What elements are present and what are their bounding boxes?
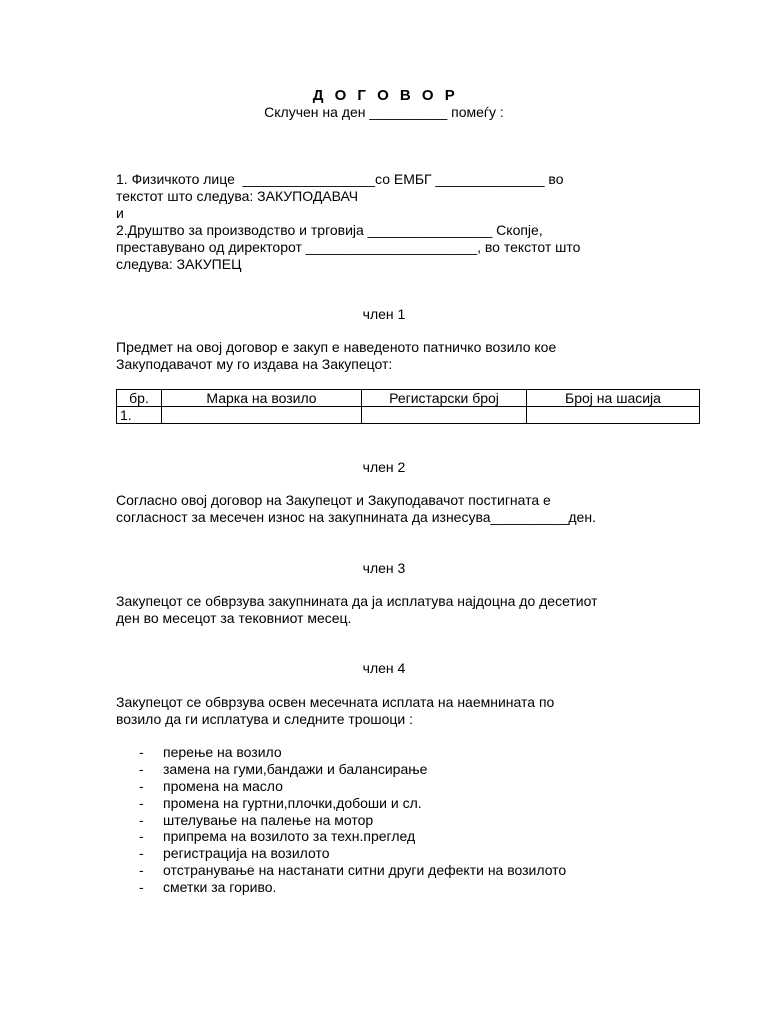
list-item (139, 761, 566, 778)
article-2-heading: член 2 (362, 459, 406, 475)
bullet-dash: - (139, 744, 144, 760)
bullet-dash: - (139, 845, 144, 862)
bullet-dash: - (139, 828, 144, 845)
bullet-dash: - (139, 879, 144, 896)
list-item-text: замена на гуми,бандажи и балансирање (163, 760, 428, 777)
table-header-cell: Број на шасија (527, 390, 700, 407)
article-2-text (116, 492, 676, 526)
list-item (139, 862, 566, 879)
list-item-text: припрема на возилото за техн.преглед (163, 828, 416, 845)
list-item (139, 828, 566, 845)
article-line: Закупецот се обврзува закупнината да ја исплатува најдоцна до десетиот (116, 593, 598, 609)
article-3-heading: член 3 (362, 560, 406, 576)
table-header-cell: бр. (117, 390, 162, 407)
parties-line: и (116, 205, 124, 221)
list-item-text: регистрација на возилото (163, 845, 330, 862)
list-item-text: перење на возило (163, 744, 282, 760)
table-header-cell: Марка на возило (162, 390, 362, 407)
vehicle-table (116, 389, 700, 424)
list-item (139, 744, 566, 761)
list-item (139, 812, 566, 829)
bullet-dash: - (139, 862, 144, 879)
parties-section (116, 171, 676, 273)
parties-line: преставувано од директорот ______________________, во текстот што (116, 239, 581, 255)
document-subtitle: Склучен на ден __________ помеѓу : (264, 104, 504, 120)
article-line: согласност за месечен износ на закупнината да изнесува__________ден. (116, 509, 596, 525)
table-cell: 1. (117, 407, 162, 424)
bullet-dash: - (139, 794, 144, 811)
list-item-text: промена на масло (163, 777, 283, 794)
article-1-heading: член 1 (362, 306, 406, 322)
article-3-text (116, 593, 676, 627)
article-line: ден во месецот за тековниот месец. (116, 610, 352, 626)
bullet-dash: - (139, 760, 144, 777)
article-4-heading: член 4 (362, 660, 406, 676)
parties-line: 2.Друштво за производство и трговија ________________ Скопје, (116, 222, 543, 238)
parties-line: 1. Физичкото лице _________________со ЕМБГ ______________ во (116, 171, 564, 187)
table-cell (527, 407, 700, 424)
list-item-text: отстранување на настанати ситни други дефекти на возилото (163, 862, 567, 879)
table-header-cell: Регистарски број (362, 390, 527, 407)
article-line: Закупецот се обврзува освен месечната исплата на наемнината по (116, 694, 555, 710)
list-item-text: промена на гуртни,плочки,добоши и сл. (163, 794, 422, 811)
article-line: Согласно овој договор на Закупецот и Закуподавачот постигната е (116, 492, 551, 508)
article-line: возило да ги исплатува и следните трошоци : (116, 711, 414, 727)
parties-line: следува: ЗАКУПЕЦ (116, 256, 242, 272)
list-item (139, 845, 566, 862)
article-line: Закуподавачот му го издава на Закупецот: (116, 356, 393, 372)
table-row (117, 407, 700, 424)
list-item (139, 795, 566, 812)
table-header-row (117, 390, 700, 407)
bullet-dash: - (139, 811, 144, 828)
article-1-text (116, 339, 676, 373)
list-item-text: сметки за гориво. (163, 879, 277, 896)
expenses-list (139, 744, 566, 896)
bullet-dash: - (139, 777, 144, 794)
article-4-text (116, 694, 676, 728)
parties-line: текстот што следува: ЗАКУПОДАВАЧ (116, 188, 359, 204)
list-item (139, 879, 566, 896)
document-title: Д О Г О В О Р (312, 87, 456, 104)
table-cell (162, 407, 362, 424)
list-item-text: штелување на палење на мотор (163, 811, 374, 828)
table-cell (362, 407, 527, 424)
list-item (139, 778, 566, 795)
article-line: Предмет на овој договор е закуп е наведеното патничко возило кое (116, 339, 557, 355)
